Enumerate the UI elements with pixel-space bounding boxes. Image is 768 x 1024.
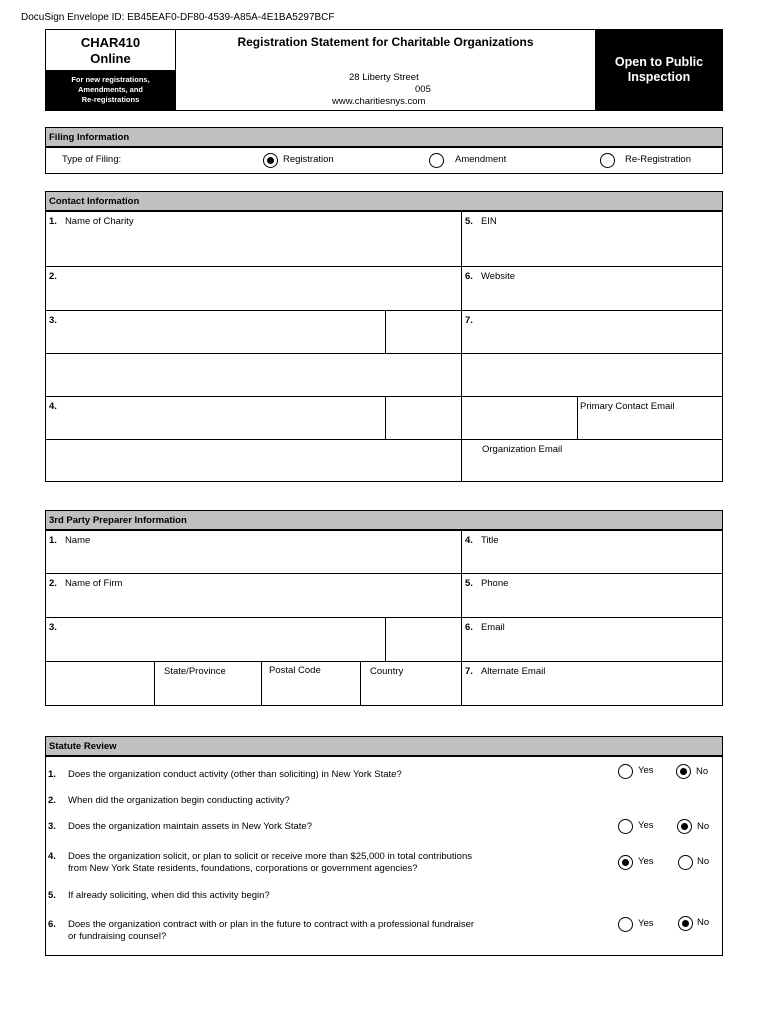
q1-yes-radio[interactable] <box>618 764 633 779</box>
yes-label: Yes <box>638 820 654 831</box>
preparer-field-3[interactable] <box>45 617 386 662</box>
note-line: For new registrations, <box>71 75 150 84</box>
field-label: Name of Firm <box>64 578 123 589</box>
no-label: No <box>697 821 710 832</box>
q4-no-radio[interactable] <box>678 855 693 870</box>
field-number: 3. <box>49 622 57 633</box>
field-number: 7. <box>465 666 473 677</box>
contact-field-3c[interactable] <box>45 353 462 397</box>
preparer-phone-field[interactable] <box>461 573 723 618</box>
field-label: EIN <box>480 216 497 227</box>
website-link[interactable]: www.charitiesnys.com <box>332 96 426 107</box>
question-number: 5. <box>48 890 56 901</box>
question-number: 4. <box>48 851 56 862</box>
field-label: Title <box>480 535 499 546</box>
field-label: Name <box>64 535 91 546</box>
field-number: 4. <box>49 401 57 412</box>
form-sub: Online <box>90 51 131 66</box>
preparer-title-field[interactable] <box>461 530 723 574</box>
address: 28 Liberty Street <box>349 72 419 83</box>
field-number: 7. <box>465 315 473 326</box>
contact-field-2[interactable] <box>45 266 462 311</box>
field-label: Website <box>480 271 516 282</box>
question-5 <box>48 890 270 902</box>
field-number: 1. <box>49 216 57 227</box>
primary-contact-email-field[interactable] <box>577 396 723 440</box>
registration-radio[interactable] <box>263 153 278 168</box>
envelope-id: DocuSign Envelope ID: EB45EAF0-DF80-4539-A85A-4E1BA5297BCF <box>21 12 335 23</box>
form-code: CHAR410 <box>80 35 141 50</box>
field-number: 5. <box>465 578 473 589</box>
field-number: 3. <box>49 315 57 326</box>
question-2 <box>48 795 290 807</box>
state-province-field[interactable] <box>154 661 262 706</box>
contact-field-4[interactable] <box>45 396 386 440</box>
question-text: If already soliciting, when did this activity begin? <box>68 890 270 901</box>
field-label: Name of Charity <box>64 216 134 227</box>
question-text: When did the organization begin conducting activity? <box>68 795 290 806</box>
question-text: Does the organization solicit, or plan to solicit or receive more than $25,000 in total contributions <box>68 851 472 862</box>
q6-yes-radio[interactable] <box>618 917 633 932</box>
field-label: Postal Code <box>269 665 321 676</box>
field-label: Organization Email <box>482 444 563 455</box>
country-field[interactable] <box>360 661 462 706</box>
statute-section-title: Statute Review <box>45 736 723 756</box>
postal-code-field[interactable] <box>261 661 361 706</box>
field-label: Primary Contact Email <box>580 401 675 412</box>
filing-row <box>45 147 723 174</box>
field-number: 4. <box>465 535 473 546</box>
public-line: Open to Public <box>614 55 704 69</box>
no-label: No <box>697 856 710 867</box>
field-number: 6. <box>465 271 473 282</box>
q3-no-radio[interactable] <box>677 819 692 834</box>
note-line: Re-registrations <box>81 95 140 104</box>
field-number: 5. <box>465 216 473 227</box>
filing-type-label: Type of Filing: <box>62 154 122 165</box>
field-label: State/Province <box>164 666 226 677</box>
field-number: 6. <box>465 622 473 633</box>
field-number: 1. <box>49 535 57 546</box>
form-code-box <box>45 29 176 111</box>
contact-field-3[interactable] <box>45 310 386 354</box>
ein-field[interactable] <box>461 211 723 267</box>
yes-label: Yes <box>638 856 654 867</box>
question-6 <box>48 919 474 943</box>
amendment-radio[interactable] <box>429 153 444 168</box>
no-label: No <box>696 766 709 777</box>
question-text: Does the organization maintain assets in New York State? <box>68 821 312 832</box>
question-text: Does the organization contract with or plan in the future to contract with a professional fundraiser <box>68 919 475 930</box>
field-number: 2. <box>49 578 57 589</box>
contact-section-title: Contact Information <box>45 191 723 211</box>
alternate-email-field[interactable] <box>461 661 723 706</box>
q4-yes-radio[interactable] <box>618 855 633 870</box>
note-line: Amendments, and <box>77 85 143 94</box>
public-inspection-box <box>595 29 723 111</box>
contact-field-7b[interactable] <box>461 353 723 397</box>
website-field[interactable] <box>461 266 723 311</box>
contact-field-3b[interactable] <box>385 310 462 354</box>
field-label: Country <box>370 666 404 677</box>
q1-no-radio[interactable] <box>676 764 691 779</box>
re-registration-label: Re-Registration <box>625 154 691 165</box>
question-number: 6. <box>48 919 56 930</box>
preparer-email-field[interactable] <box>461 617 723 662</box>
organization-email-field[interactable] <box>461 439 723 482</box>
preparer-field-3b[interactable] <box>385 617 462 662</box>
question-number: 3. <box>48 821 56 832</box>
question-4 <box>48 851 472 875</box>
yes-label: Yes <box>638 918 654 929</box>
field-label: Phone <box>480 578 509 589</box>
question-number: 1. <box>48 769 56 780</box>
re-registration-radio[interactable] <box>600 153 615 168</box>
preparer-name-field[interactable] <box>45 530 462 574</box>
field-number: 2. <box>49 271 57 282</box>
question-3 <box>48 821 312 833</box>
question-text-cont: from New York State residents, foundations, corporations or government agencies? <box>68 863 418 874</box>
preparer-field-3c[interactable] <box>45 661 155 706</box>
question-text-cont: or fundraising counsel? <box>68 931 167 942</box>
field-label: Alternate Email <box>480 666 546 677</box>
address-block <box>176 72 595 108</box>
form-title: Registration Statement for Charitable Organizations <box>237 35 534 49</box>
q6-no-radio[interactable] <box>678 916 693 931</box>
public-line: Inspection <box>627 70 691 84</box>
question-1 <box>48 769 402 781</box>
contact-field-4c[interactable] <box>45 439 462 482</box>
form-title-box <box>176 29 595 111</box>
preparer-section-title: 3rd Party Preparer Information <box>45 510 723 530</box>
charity-name-field[interactable] <box>45 211 462 267</box>
question-text: Does the organization conduct activity (other than soliciting) in New York State? <box>68 769 402 780</box>
no-label: No <box>697 917 710 928</box>
firm-name-field[interactable] <box>45 573 462 618</box>
contact-field-4b[interactable] <box>385 396 462 440</box>
registration-label: Registration <box>283 154 334 165</box>
filing-section-title: Filing Information <box>45 127 723 147</box>
field-label: Email <box>480 622 505 633</box>
form-note <box>46 70 175 110</box>
contact-field-7c[interactable] <box>461 396 578 440</box>
address-2: 005 <box>415 84 431 95</box>
yes-label: Yes <box>638 765 654 776</box>
q3-yes-radio[interactable] <box>618 819 633 834</box>
amendment-label: Amendment <box>455 154 507 165</box>
question-number: 2. <box>48 795 56 806</box>
contact-field-7[interactable] <box>461 310 723 354</box>
